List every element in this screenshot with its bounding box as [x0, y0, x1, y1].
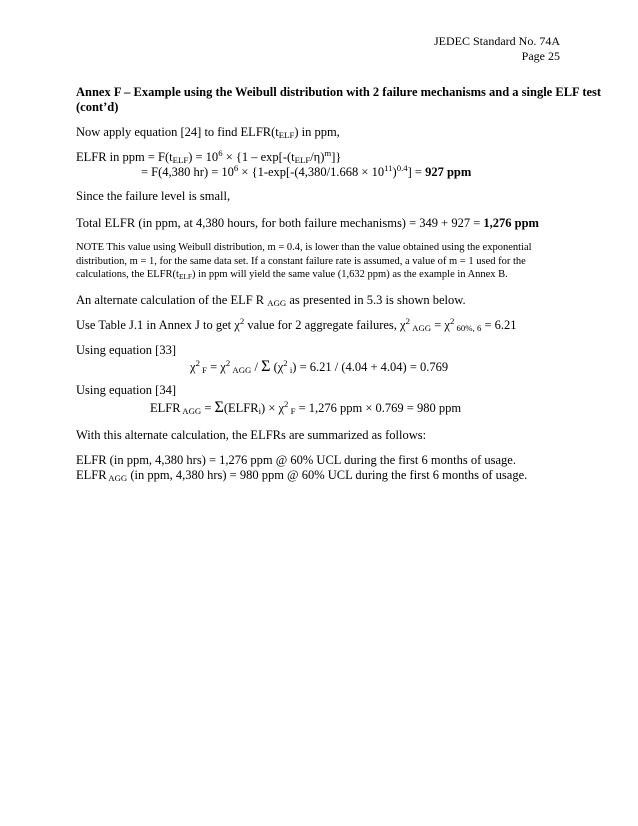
- page-number: Page 25: [521, 49, 560, 63]
- page-header: [434, 34, 560, 64]
- paragraph-alternate-calc: An alternate calculation of the ELF R $_{AGG}$ as presented in 5.3 is shown below.: [76, 293, 466, 308]
- summary-line-elfr: ELFR (in ppm, 4,380 hrs) = 1,276 ppm @ 60% UCL during the first 6 months of usage.: [76, 453, 516, 467]
- label-equation-33: Using equation [33]: [76, 343, 176, 357]
- paragraph-apply-equation: Now apply equation [24] to find $ELFR(t_{ELF})$ in ppm,: [76, 125, 340, 140]
- note-line2: distribution, m = 1, for the same data set. If a constant failure rate is assumed, a value of m = 1 used for the: [76, 255, 526, 267]
- equation-elfr: [76, 150, 471, 180]
- paragraph-summary-intro: With this alternate calculation, the ELFRs are summarized as follows:: [76, 428, 427, 442]
- elfr-result: 927 ppm: [425, 165, 472, 179]
- equation-elfr-agg: ELFR $_{AGG} = \Sigma(ELFR_i) \times \chi^2$ $_F$ = 1,276 ppm × 0.769 = 980 ppm: [150, 399, 462, 416]
- paragraph-table-j1: Use Table J.1 in Annex J to get $\chi^2$ value for 2 aggregate failures, $\chi^2$ $_{AGG} = \chi^2$ $_{60\%, 6}$ = 6.21: [76, 316, 517, 333]
- note-line3: calculations, the $ELFR(t_{ELF})$ in ppm will yield the same value (1,632 ppm) as the example in Annex B.: [76, 269, 508, 281]
- paragraph-small-failure: Since the failure level is small,: [76, 189, 231, 203]
- total-elfr-result: 1,276 ppm: [483, 216, 539, 230]
- annex-title-line2: (cont’d): [76, 100, 119, 114]
- equation-elfr-line2: = F(4,380 $hr) = 10^6 \times \{1-\exp[-(4,380/1.668 \times 10^{11})^{0.4}] = 927$ ppm: [141, 163, 472, 179]
- annex-title-line1: Annex F – Example using the Weibull distribution with 2 failure mechanisms and a single ELF test: [76, 85, 602, 99]
- equation-elfr-line1: ELFR in ppm = $F(t_{ELF}) = 10^6 \times \{1 - \exp[-(t_{ELF}/\eta)^m]\}$: [76, 148, 342, 165]
- equation-chi-square-f: $\chi^2$ $_F = \chi^2$ $_{AGG}$ / Σ ($\chi^2$ $_i$) = 6.21 / (4.04 + 4.04) = 0.769: [190, 358, 449, 375]
- label-equation-34: Using equation [34]: [76, 383, 176, 397]
- paragraph-total-elfr: Total ELFR (in ppm, at 4,380 hours, for both failure mechanisms) = 349 + 927 = 1,276 ppm: [76, 216, 539, 230]
- standard-number: JEDEC Standard No. 74A: [434, 34, 560, 48]
- summary-line-elfr-agg: ELFR $_{AGG}$ (in ppm, 4,380 hrs) = 980 ppm @ 60% UCL during the first 6 months of usage.: [76, 468, 528, 483]
- note-line1: NOTE This value using Weibull distribution, m = 0.4, is lower than the value obtained using the exponential: [76, 242, 532, 253]
- annex-title: [76, 85, 601, 115]
- note-block: [76, 241, 532, 282]
- summary-block: [76, 453, 527, 483]
